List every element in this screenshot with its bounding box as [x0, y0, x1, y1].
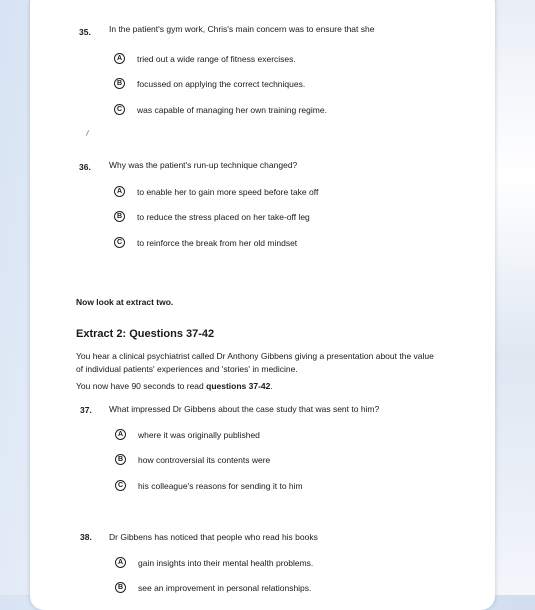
question-text: What impressed Dr Gibbens about the case study that was sent to him?	[109, 404, 380, 414]
answer-option[interactable]	[114, 211, 310, 222]
read-time-questions: questions 37-42	[206, 381, 271, 391]
pen-mark	[86, 130, 89, 136]
answer-option[interactable]	[114, 53, 296, 64]
question-number: 37.	[80, 405, 92, 415]
option-a-circle[interactable]: A	[115, 429, 126, 440]
option-text: tried out a wide range of fitness exercises.	[137, 53, 296, 64]
option-text: his colleague's reasons for sending it to him	[138, 480, 303, 491]
answer-option[interactable]	[115, 429, 260, 440]
background-strip	[495, 0, 535, 595]
option-text: see an improvement in personal relationships.	[138, 582, 312, 593]
option-text: to enable her to gain more speed before take off	[137, 186, 319, 197]
question-number: 36.	[79, 162, 91, 172]
read-time-text	[76, 381, 273, 391]
option-a-circle[interactable]: A	[115, 557, 126, 568]
intro-text-line2: of individual patients' experiences and 'stories' in medicine.	[76, 364, 298, 374]
question-number: 38.	[80, 532, 92, 542]
question-text: In the patient's gym work, Chris's main concern was to ensure that she	[109, 24, 375, 34]
option-b-circle[interactable]: B	[115, 582, 126, 593]
answer-option[interactable]	[114, 104, 327, 115]
answer-option[interactable]	[115, 557, 313, 568]
option-text: focussed on applying the correct techniques.	[137, 78, 306, 89]
question-text: Why was the patient's run-up technique changed?	[109, 160, 298, 170]
option-text: was capable of managing her own training regime.	[137, 104, 327, 115]
option-b-circle[interactable]: B	[115, 454, 126, 465]
answer-option[interactable]	[114, 78, 305, 89]
answer-option[interactable]	[114, 237, 297, 248]
option-text: to reinforce the break from her old mindset	[137, 237, 298, 248]
option-text: how controversial its contents were	[138, 454, 271, 465]
option-a-circle[interactable]: A	[114, 186, 125, 197]
option-c-circle[interactable]: C	[115, 480, 126, 491]
section-heading: Extract 2: Questions 37-42	[76, 328, 215, 340]
option-text: where it was originally published	[138, 429, 260, 440]
read-time-suffix: .	[270, 381, 273, 391]
answer-option[interactable]	[114, 186, 318, 197]
option-text: gain insights into their mental health problems.	[138, 557, 314, 568]
intro-text-line1: You hear a clinical psychiatrist called Dr Anthony Gibbens giving a presentation about the value	[76, 351, 434, 361]
option-c-circle[interactable]: C	[114, 237, 125, 248]
answer-option[interactable]	[115, 454, 270, 465]
read-time-prefix: You now have 90 seconds to read	[76, 381, 207, 391]
question-number: 35.	[79, 27, 91, 37]
option-b-circle[interactable]: B	[114, 211, 125, 222]
question-text: Dr Gibbens has noticed that people who read his books	[109, 532, 318, 542]
option-text: to reduce the stress placed on her take-off leg	[137, 211, 310, 222]
option-b-circle[interactable]: B	[114, 78, 125, 89]
option-c-circle[interactable]: C	[114, 104, 125, 115]
instruction-text: Now look at extract two.	[76, 297, 174, 307]
answer-option[interactable]	[115, 480, 303, 491]
exam-page	[30, 0, 495, 610]
option-a-circle[interactable]: A	[114, 53, 125, 64]
answer-option[interactable]	[115, 582, 311, 593]
